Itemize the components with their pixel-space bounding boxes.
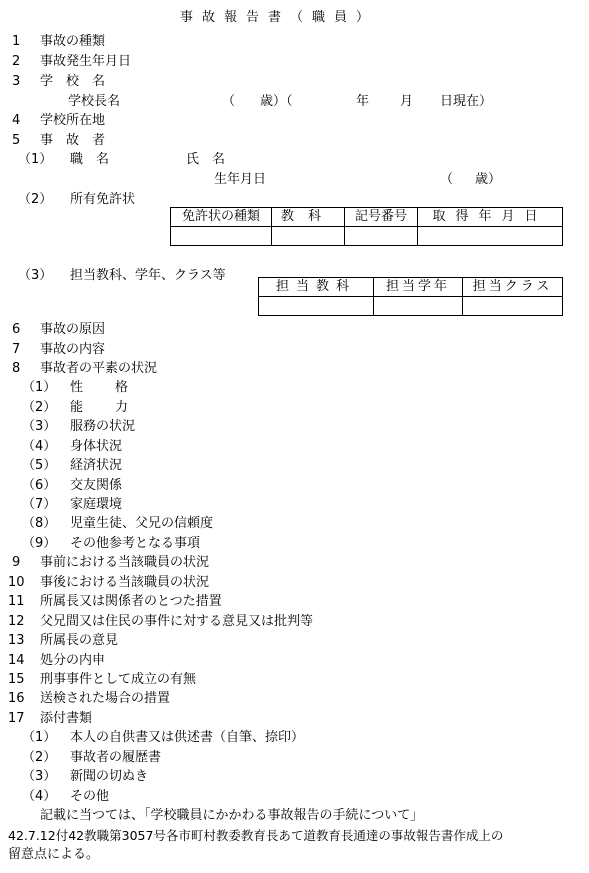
section-6-number: 6	[12, 322, 21, 337]
section-8-9-number: （9）	[22, 536, 57, 551]
section-16-label: 送検された場合の措置	[40, 691, 171, 706]
section-17-2-number: （2）	[22, 750, 57, 765]
section-17-4-number: （4）	[22, 789, 57, 804]
section-17-4-label: その他	[70, 789, 110, 804]
section-13-number: 13	[8, 633, 25, 648]
section-6-label: 事故の原因	[40, 322, 106, 337]
as-of-year-label: 年	[356, 94, 370, 109]
section-7-number: 7	[12, 342, 21, 357]
license-table-header-row	[171, 208, 563, 227]
assigned-class-header: 担当クラス	[463, 278, 563, 297]
license-date-cell	[418, 227, 563, 246]
license-table	[170, 207, 563, 246]
section-8-5-label: 経済状況	[70, 458, 123, 473]
assigned-class-cell	[463, 297, 563, 316]
principal-age-unit: 歳）（	[260, 94, 293, 109]
section-8-3-number: （3）	[22, 419, 57, 434]
section-1-label: 事故の種類	[40, 34, 106, 49]
section-8-2-label: 能力	[70, 400, 161, 415]
assigned-subject-header: 担当教科	[259, 278, 374, 297]
section-8-7-label: 家庭環境	[70, 497, 123, 512]
license-subject-cell	[272, 227, 345, 246]
section-17-3-number: （3）	[22, 769, 57, 784]
section-14-label: 処分の内申	[40, 653, 106, 668]
section-12-label: 父兄間又は住民の事件に対する意見又は批判等	[40, 614, 314, 629]
assignment-label: 担当教科、学年、クラス等	[70, 268, 226, 283]
birth-date-label: 生年月日	[214, 172, 267, 187]
as-of-day-label: 日現在）	[440, 94, 493, 109]
section-8-6-number: （6）	[22, 478, 57, 493]
section-10-label: 事後における当該職員の状況	[40, 575, 210, 590]
note-line-3: 留意点による。	[8, 847, 100, 862]
assignment-table-entry-row	[259, 297, 563, 316]
section-15-number: 15	[8, 672, 25, 687]
section-17-2-label: 事故者の履歴書	[70, 750, 162, 765]
license-label: 所有免許状	[70, 192, 136, 207]
section-2-number: 2	[12, 54, 21, 69]
section-15-label: 刑事事件として成立の有無	[40, 672, 197, 687]
assigned-subject-cell	[259, 297, 374, 316]
section-8-9-label: その他参考となる事項	[70, 536, 201, 551]
section-17-label: 添付書類	[40, 711, 93, 726]
section-9-number: 9	[12, 555, 21, 570]
section-16-number: 16	[8, 691, 25, 706]
principal-name-label: 学校長名	[68, 94, 121, 109]
section-12-number: 12	[8, 614, 25, 629]
as-of-month-label: 月	[400, 94, 414, 109]
section-7-label: 事故の内容	[40, 342, 106, 357]
section-5-1-number: （1）	[18, 152, 53, 167]
section-8-4-label: 身体状況	[70, 439, 123, 454]
license-type-header: 免許状の種類	[171, 208, 272, 227]
section-11-number: 11	[8, 594, 25, 609]
license-table-entry-row	[171, 227, 563, 246]
section-14-number: 14	[8, 653, 25, 668]
section-3-number: 3	[12, 74, 21, 89]
license-number-header: 記号番号	[345, 208, 418, 227]
section-8-6-label: 交友関係	[70, 478, 123, 493]
section-10-number: 10	[8, 575, 25, 590]
note-line-2: 42.7.12付42教職第3057号各市町村教委教育長あて道教育長通達の事故報告書作成上の	[8, 828, 504, 843]
section-17-3-label: 新聞の切ぬき	[70, 769, 149, 784]
section-17-1-label: 本人の自供書又は供述書（自筆、捺印）	[70, 730, 305, 745]
section-8-label: 事故者の平素の状況	[40, 361, 158, 376]
license-subject-header: 教科	[272, 208, 345, 227]
section-5-number: 5	[12, 133, 21, 148]
section-5-2-number: （2）	[18, 192, 53, 207]
section-8-1-number: （1）	[22, 380, 57, 395]
section-5-label: 事故者	[40, 133, 119, 148]
section-2-label: 事故発生年月日	[40, 54, 132, 69]
license-number-cell	[345, 227, 418, 246]
section-8-number: 8	[12, 361, 21, 376]
assignment-table-header-row	[259, 278, 563, 297]
staff-age-open: （	[440, 172, 454, 187]
assignment-table	[258, 277, 563, 316]
section-8-3-label: 服務の状況	[70, 419, 136, 434]
section-17-number: 17	[8, 711, 25, 726]
document-title: 事故報告書（職員）	[180, 10, 379, 25]
section-1-number: 1	[12, 34, 21, 49]
position-label: 職名	[70, 152, 123, 167]
note-line-1: 記載に当つては、「学校職員にかかわる事故報告の手続について」	[40, 808, 424, 823]
section-9-label: 事前における当該職員の状況	[40, 555, 210, 570]
staff-age-close: 歳）	[475, 172, 502, 187]
principal-age-open: （	[222, 94, 236, 109]
section-4-label: 学校所在地	[40, 113, 106, 128]
section-8-4-number: （4）	[22, 439, 57, 454]
section-4-number: 4	[12, 113, 21, 128]
section-3-label: 学校名	[40, 74, 119, 89]
assigned-grade-header: 担当学年	[374, 278, 463, 297]
license-type-cell	[171, 227, 272, 246]
license-date-header: 取得年月日	[418, 208, 563, 227]
section-8-1-label: 性格	[70, 380, 161, 395]
section-8-8-number: （8）	[22, 516, 57, 531]
full-name-label: 氏名	[186, 152, 239, 167]
section-8-7-number: （7）	[22, 497, 57, 512]
section-8-8-label: 児童生徒、父兄の信頼度	[70, 516, 214, 531]
section-8-2-number: （2）	[22, 400, 57, 415]
section-5-3-number: （3）	[18, 268, 53, 283]
assigned-grade-cell	[374, 297, 463, 316]
section-17-1-number: （1）	[22, 730, 57, 745]
section-11-label: 所属長又は関係者のとつた措置	[40, 594, 222, 609]
section-13-label: 所属長の意見	[40, 633, 119, 648]
section-8-5-number: （5）	[22, 458, 57, 473]
